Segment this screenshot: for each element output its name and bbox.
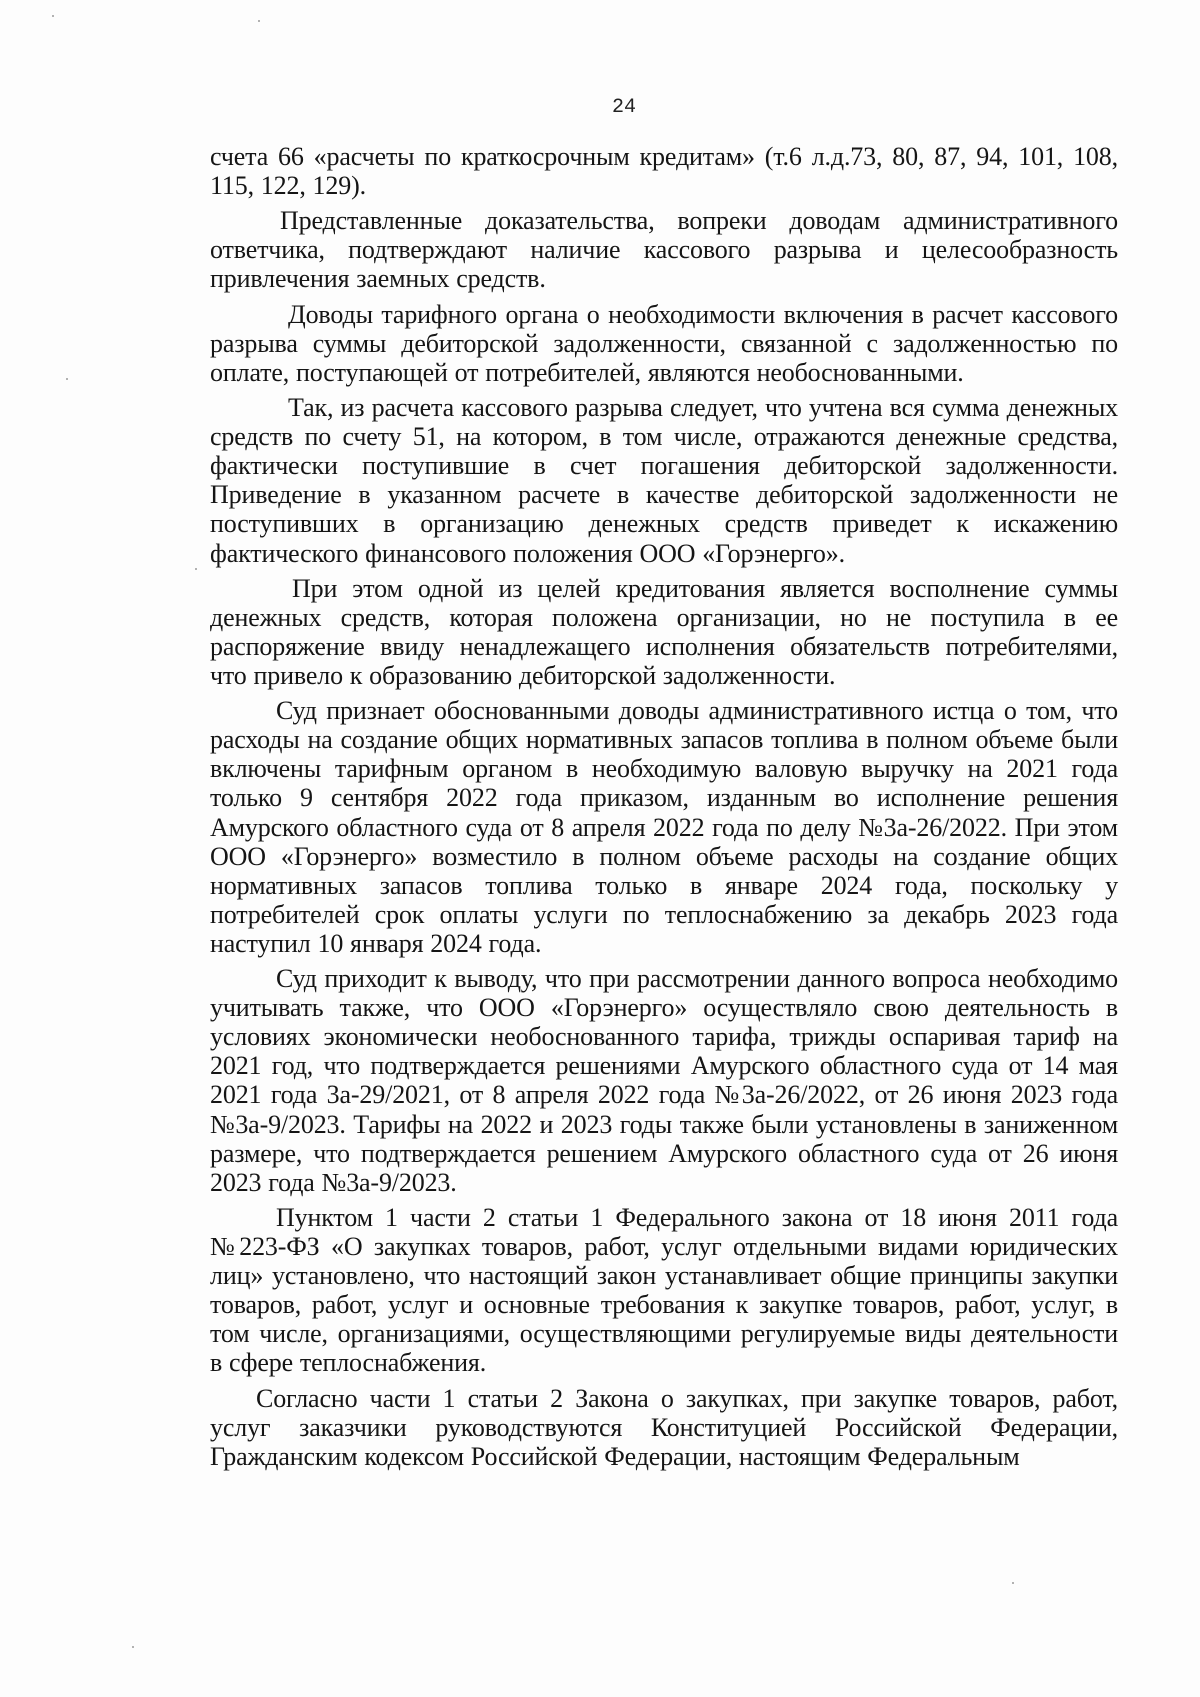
paragraph-5: При этом одной из целей кредитования является восполнение суммы денежных средств, которая положена организации, но не поступила в ее распоряжение ввиду ненадлежащего исполнения обязательств потребителями, что привело к образованию дебиторской задолженности. (210, 573, 1118, 690)
paragraph-6: Суд признает обоснованными доводы административного истца о том, что расходы на создание общих нормативных запасов топлива в полном объеме были включены тарифным органом в необходимую валовую выручку на 2021 года только 9 сентября 2022 года приказом, изданным во исполнение решения Амурского областного суда от 8 апреля 2022 года по делу №3а-26/2022. При этом ООО «Горэнерго» возместило в полном объеме расходы на создание общих нормативных запасов топлива только в январе 2024 года, поскольку у потребителей срок оплаты услуги по теплоснабжению за декабрь 2023 года наступил 10 января 2024 года. (210, 696, 1118, 958)
paragraph-8: Пунктом 1 части 2 статьи 1 Федерального закона от 18 июня 2011 года №223-ФЗ «О закупках товаров, работ, услуг отдельными видами юридических лиц» установлено, что настоящий закон устанавливает общие принципы закупки товаров, работ, услуг и основные требования к закупке товаров, работ, услуг, в том числе, организациями, осуществляющими регулируемые виды деятельности в сфере теплоснабжения. (210, 1202, 1118, 1378)
scan-speck (52, 15, 54, 17)
paragraph-2: Представленные доказательства, вопреки доводам административного ответчика, подтверждают наличие кассового разрыва и целесообразность привлечения заемных средств. (210, 206, 1118, 294)
paragraph-7: Суд приходит к выводу, что при рассмотрении данного вопроса необходимо учитывать также, что ООО «Горэнерго» осуществляло свою деятельность в условиях экономически необоснованного тарифа, трижды оспаривая тариф на 2021 год, что подтверждается решениями Амурского областного суда от 14 мая 2021 года 3а-29/2021, от 8 апреля 2022 года №3а-26/2022, от 26 июня 2023 года №3а-9/2023. Тарифы на 2022 и 2023 годы также были установлены в заниженном размере, что подтверждается решением Амурского областного суда от 26 июня 2023 года №3а-9/2023. (210, 964, 1118, 1197)
paragraph-9: Согласно части 1 статьи 2 Закона о закупках, при закупке товаров, работ, услуг заказчики руководствуются Конституцией Российской Федерации, Гражданским кодексом Российской Федерации, настоящим Федеральным (210, 1383, 1118, 1471)
scan-speck (1012, 1582, 1014, 1584)
paragraph-3: Доводы тарифного органа о необходимости включения в расчет кассового разрыва суммы дебиторской задолженности, связанной с задолженностью по оплате, поступающей от потребителей, являются необоснованными. (210, 299, 1118, 387)
scan-speck (132, 1646, 134, 1648)
scan-speck (195, 568, 197, 570)
scan-speck (258, 20, 260, 22)
page-number: 24 (611, 96, 636, 119)
paragraph-4: Так, из расчета кассового разрыва следует, что учтена вся сумма денежных средств по счету 51, на котором, в том числе, отражаются денежные средства, фактически поступившие в счет погашения дебиторской задолженности. Приведение в указанном расчете в качестве дебиторской задолженности не поступивших в организацию денежных средств приведет к искажению фактического финансового положения ООО «Горэнерго». (210, 393, 1118, 568)
scan-speck (66, 378, 68, 380)
paragraph-1: счета 66 «расчеты по краткосрочным кредитам» (т.6 л.д.73, 80, 87, 94, 101, 108, 115, 122, 129). (210, 142, 1118, 201)
document-body (210, 142, 1118, 1471)
